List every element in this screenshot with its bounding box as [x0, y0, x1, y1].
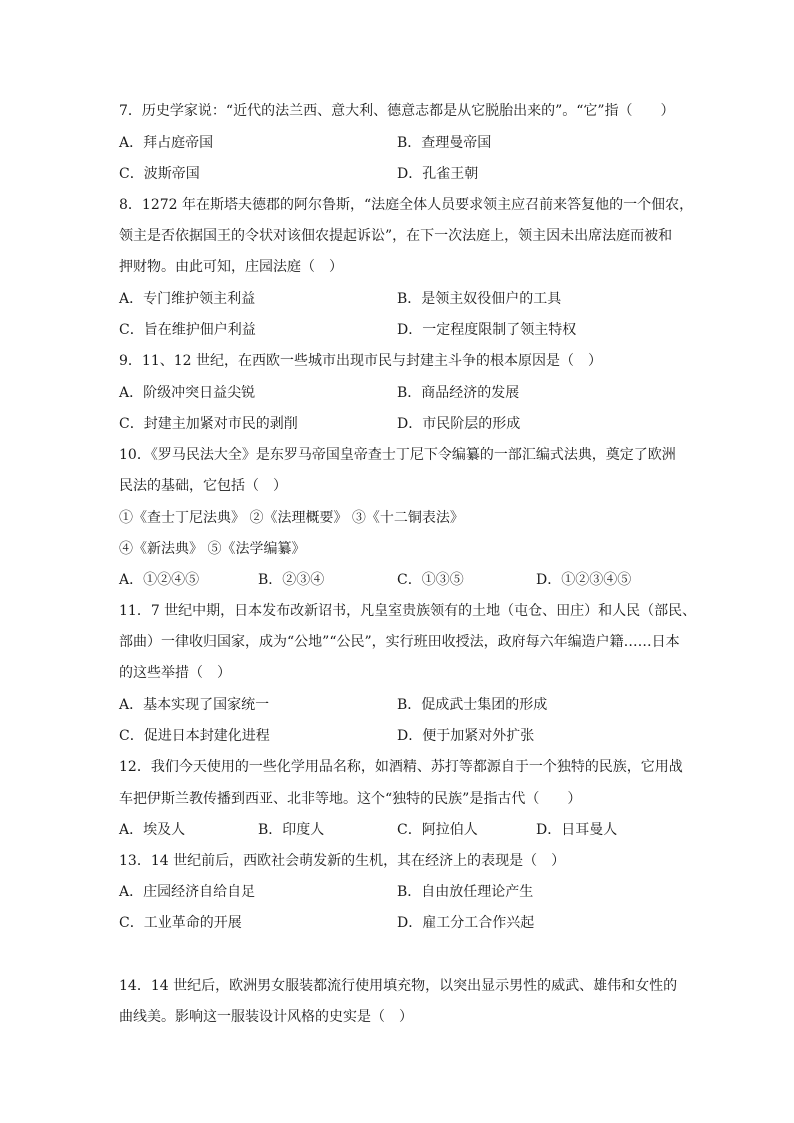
question-13-option-a[interactable]: A．庄园经济自给自足 [119, 884, 256, 900]
question-12-option-b[interactable]: B．印度人 [258, 822, 325, 838]
question-12-stem-line-2: 车把伊斯兰教传播到西亚、北非等地。这个“独特的民族”是指古代（ ） [119, 791, 582, 807]
question-10-option-a[interactable]: A．①②④⑤ [119, 572, 200, 588]
question-14-stem-line-2: 曲线美。影响这一服装设计风格的史实是（ ） [119, 1009, 413, 1025]
question-11-option-a[interactable]: A．基本实现了国家统一 [119, 697, 270, 713]
question-11-stem-line-3: 的这些举措（ ） [119, 665, 231, 681]
question-10-items-line-2: ④《新法典》 ⑤《法学编纂》 [119, 541, 306, 557]
question-9-option-a[interactable]: A．阶级冲突日益尖锐 [119, 385, 256, 401]
question-11-option-c[interactable]: C．促进日本封建化进程 [119, 728, 270, 744]
question-10-option-d[interactable]: D．①②③④⑤ [536, 572, 632, 588]
question-8-option-b[interactable]: B．是领主奴役佃户的工具 [397, 291, 562, 307]
question-8-option-d[interactable]: D．一定程度限制了领主特权 [397, 322, 577, 338]
question-10-stem-line-2: 民法的基础，它包括（ ） [119, 478, 287, 494]
question-7-option-a[interactable]: A．拜占庭帝国 [119, 135, 214, 151]
question-13-option-b[interactable]: B．自由放任理论产生 [397, 884, 534, 900]
question-11-option-d[interactable]: D．便于加紧对外扩张 [397, 728, 535, 744]
question-10-option-b[interactable]: B．②③④ [258, 572, 325, 588]
question-13-option-d[interactable]: D．雇工分工合作兴起 [397, 915, 535, 931]
question-11-stem-line-2: 部曲）一律收归国家，成为“公地”“公民”，实行班田收授法，政府每六年编造户籍……日本 [119, 634, 680, 650]
question-7-option-b[interactable]: B．查理曼帝国 [397, 135, 492, 151]
question-12-option-c[interactable]: C．阿拉伯人 [397, 822, 478, 838]
question-7-stem: 7．历史学家说：“近代的法兰西、意大利、德意志都是从它脱胎出来的”。“它”指（ ） [119, 103, 675, 119]
question-10-stem-line-1: 10．《罗马民法大全》是东罗马帝国皇帝查士丁尼下令编纂的一部汇编式法典，奠定了欧洲 [119, 447, 676, 463]
question-14-stem-line-1: 14．14 世纪后，欧洲男女服装都流行使用填充物，以突出显示男性的威武、雄伟和女性的 [119, 978, 678, 994]
question-8-stem-line-1: 8．1272 年在斯塔夫德郡的阿尔鲁斯，“法庭全体人员要求领主应召前来答复他的一个佃农， [119, 197, 694, 213]
question-11-option-b[interactable]: B．促成武士集团的形成 [397, 697, 548, 713]
question-8-stem-line-2: 领主是否依据国王的令状对该佃农提起诉讼”，在下一次法庭上，领主因未出席法庭而被和 [119, 228, 673, 244]
question-9-option-b[interactable]: B．商品经济的发展 [397, 385, 520, 401]
question-12-option-d[interactable]: D．日耳曼人 [536, 822, 618, 838]
question-12-option-a[interactable]: A．埃及人 [119, 822, 186, 838]
question-11-stem-line-1: 11．7 世纪中期，日本发布改新诏书，凡皇室贵族领有的土地（屯仓、田庄）和人民（部民、 [119, 603, 697, 619]
question-10-items-line-1: ①《查士丁尼法典》 ②《法理概要》 ③《十二铜表法》 [119, 510, 464, 526]
question-13-option-c[interactable]: C．工业革命的开展 [119, 915, 242, 931]
question-8-option-a[interactable]: A．专门维护领主利益 [119, 291, 256, 307]
question-13-stem: 13．14 世纪前后，西欧社会萌发新的生机，其在经济上的表现是（ ） [119, 853, 566, 869]
question-7-option-d[interactable]: D．孔雀王朝 [397, 166, 479, 182]
question-9-option-d[interactable]: D．市民阶层的形成 [397, 416, 521, 432]
question-8-option-c[interactable]: C．旨在维护佃户利益 [119, 322, 256, 338]
question-9-stem: 9．11、12 世纪，在西欧一些城市出现市民与封建主斗争的根本原因是（ ） [119, 353, 602, 369]
question-10-option-c[interactable]: C．①③⑤ [397, 572, 464, 588]
question-7-option-c[interactable]: C．波斯帝国 [119, 166, 200, 182]
question-9-option-c[interactable]: C．封建主加紧对市民的剥削 [119, 416, 298, 432]
question-8-stem-line-3: 押财物。由此可知，庄园法庭（ ） [119, 259, 343, 275]
question-12-stem-line-1: 12．我们今天使用的一些化学用品名称，如酒精、苏打等都源自于一个独特的民族，它用战 [119, 759, 683, 775]
